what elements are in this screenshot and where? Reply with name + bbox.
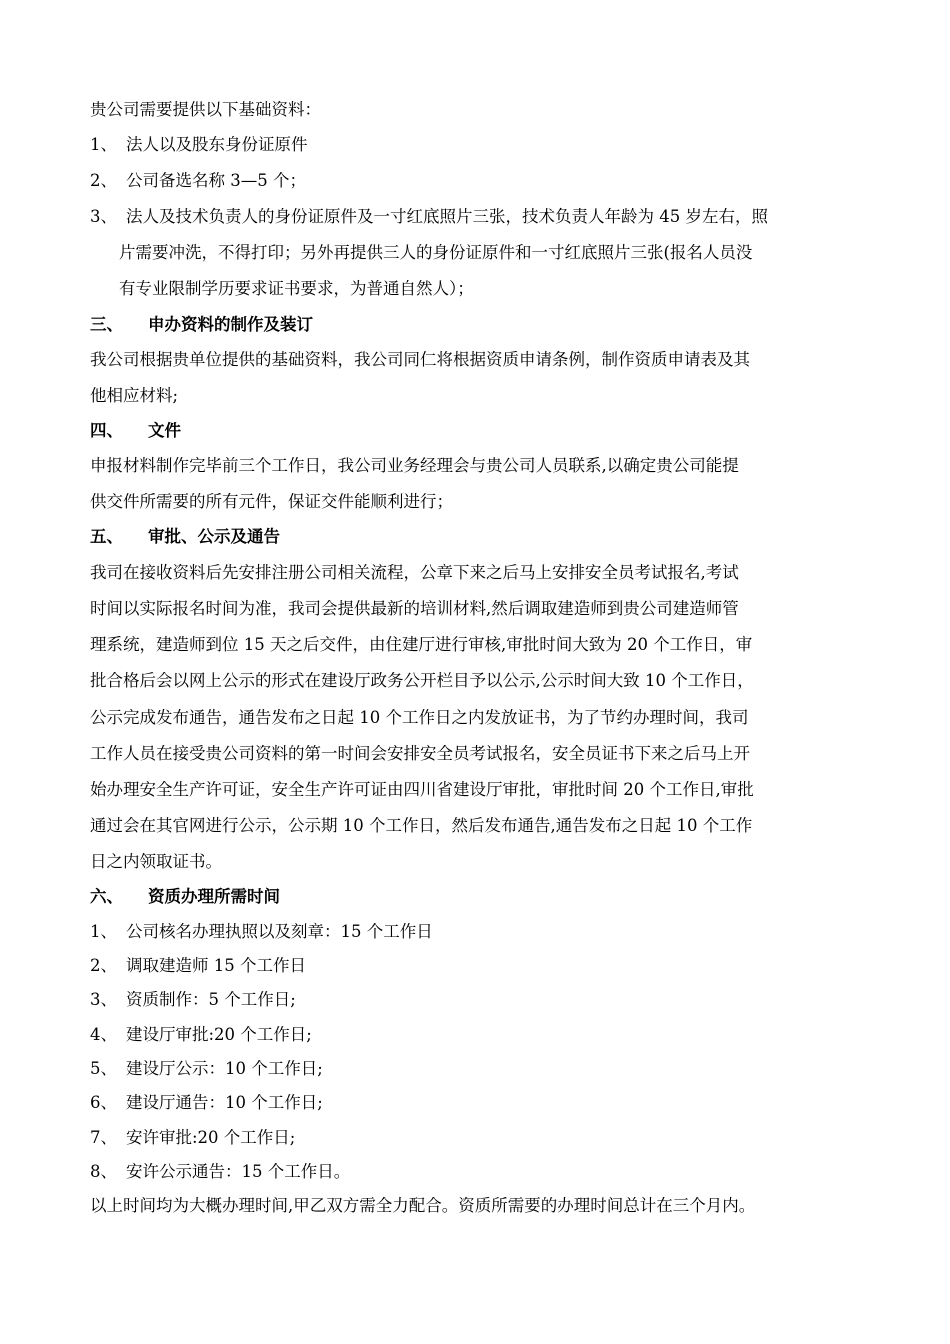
item-number: 8、 (90, 1162, 117, 1181)
section-number: 五、 (90, 527, 123, 546)
time-item (90, 1024, 312, 1046)
time-item (90, 989, 296, 1011)
basic-material-item (90, 134, 308, 156)
item-number: 5、 (90, 1059, 117, 1078)
time-item (90, 1092, 323, 1114)
section-title: 文件 (148, 421, 181, 440)
section-number: 六、 (90, 887, 123, 906)
item-text: 资质制作：5 个工作日; (126, 990, 296, 1009)
item-text: 安许审批:20 个工作日; (126, 1128, 296, 1147)
item-text: 调取建造师 15 个工作日 (126, 956, 306, 975)
body-line: 他相应材料; (90, 386, 179, 405)
item-number: 2、 (90, 171, 117, 190)
item-number: 7、 (90, 1128, 117, 1147)
item-text: 建设厅通告：10 个工作日; (126, 1093, 323, 1112)
time-item (90, 1058, 323, 1080)
item-text: 公司备选名称 3—5 个； (126, 171, 306, 190)
item-number: 1、 (90, 135, 117, 154)
section-number: 三、 (90, 315, 123, 334)
body-line: 通过会在其官网进行公示，公示期 10 个工作日，然后发布通告,通告发布之日起 10 个工作 (90, 816, 753, 835)
item-number: 6、 (90, 1093, 117, 1112)
body-line: 工作人员在接受贵公司资料的第一时间会安排安全员考试报名，安全员证书下来之后马上开 (90, 744, 750, 763)
item-number: 2、 (90, 956, 117, 975)
basic-material-item (90, 170, 306, 192)
section-title: 资质办理所需时间 (148, 887, 280, 906)
body-line: 日之内领取证书。 (90, 852, 222, 871)
item-text: 法人及技术负责人的身份证原件及一寸红底照片三张，技术负责人年龄为 45 岁左右，照 (126, 207, 768, 226)
intro-line: 贵公司需要提供以下基础资料： (90, 100, 321, 119)
section-heading (90, 420, 181, 442)
body-line: 始办理安全生产许可证，安全生产许可证由四川省建设厅审批，审批时间 20 个工作日,审批 (90, 780, 754, 799)
section-heading (90, 526, 280, 548)
item-number: 1、 (90, 922, 117, 941)
section-number: 四、 (90, 421, 123, 440)
time-item (90, 1127, 295, 1149)
basic-material-continuation: 片需要冲洗，不得打印；另外再提供三人的身份证原件和一寸红底照片三张(报名人员没 (119, 243, 753, 262)
item-text: 建设厅审批:20 个工作日; (126, 1025, 312, 1044)
section-title: 审批、公示及通告 (148, 527, 280, 546)
item-text: 法人以及股东身份证原件 (126, 135, 308, 154)
item-text: 公司核名办理执照以及刻章：15 个工作日 (126, 922, 433, 941)
basic-material-continuation: 有专业限制学历要求证书要求，为普通自然人）； (119, 279, 474, 298)
body-line: 我司在接收资料后先安排注册公司相关流程，公章下来之后马上安排安全员考试报名,考试 (90, 563, 739, 582)
body-line: 批合格后会以网上公示的形式在建设厅政务公开栏目予以公示,公示时间大致 10 个工作日， (90, 671, 754, 690)
item-text: 建设厅公示：10 个工作日; (126, 1059, 323, 1078)
body-line: 供交件所需要的所有元件，保证交件能顺利进行； (90, 492, 453, 511)
time-item (90, 1161, 350, 1183)
body-line: 公示完成发布通告，通告发布之日起 10 个工作日之内发放证书，为了节约办理时间，我司 (90, 708, 749, 727)
section-heading (90, 886, 280, 908)
item-number: 4、 (90, 1025, 117, 1044)
closing-line: 以上时间均为大概办理时间,甲乙双方需全力配合。资质所需要的办理时间总计在三个月内。 (90, 1196, 756, 1215)
item-text: 安许公示通告：15 个工作日。 (126, 1162, 351, 1181)
body-line: 申报材料制作完毕前三个工作日，我公司业务经理会与贵公司人员联系,以确定贵公司能提 (90, 456, 739, 475)
item-number: 3、 (90, 207, 117, 226)
body-line: 时间以实际报名时间为准，我司会提供最新的培训材料,然后调取建造师到贵公司建造师管 (90, 599, 739, 618)
section-heading (90, 314, 313, 336)
body-line: 我公司根据贵单位提供的基础资料，我公司同仁将根据资质申请条例，制作资质申请表及其 (90, 350, 750, 369)
time-item (90, 955, 306, 977)
time-item (90, 921, 433, 943)
section-title: 申办资料的制作及装订 (148, 315, 313, 334)
item-number: 3、 (90, 990, 117, 1009)
body-line: 理系统，建造师到位 15 天之后交件，由住建厅进行审核,审批时间大致为 20 个工作日，审 (90, 635, 753, 654)
basic-material-item (90, 206, 768, 228)
